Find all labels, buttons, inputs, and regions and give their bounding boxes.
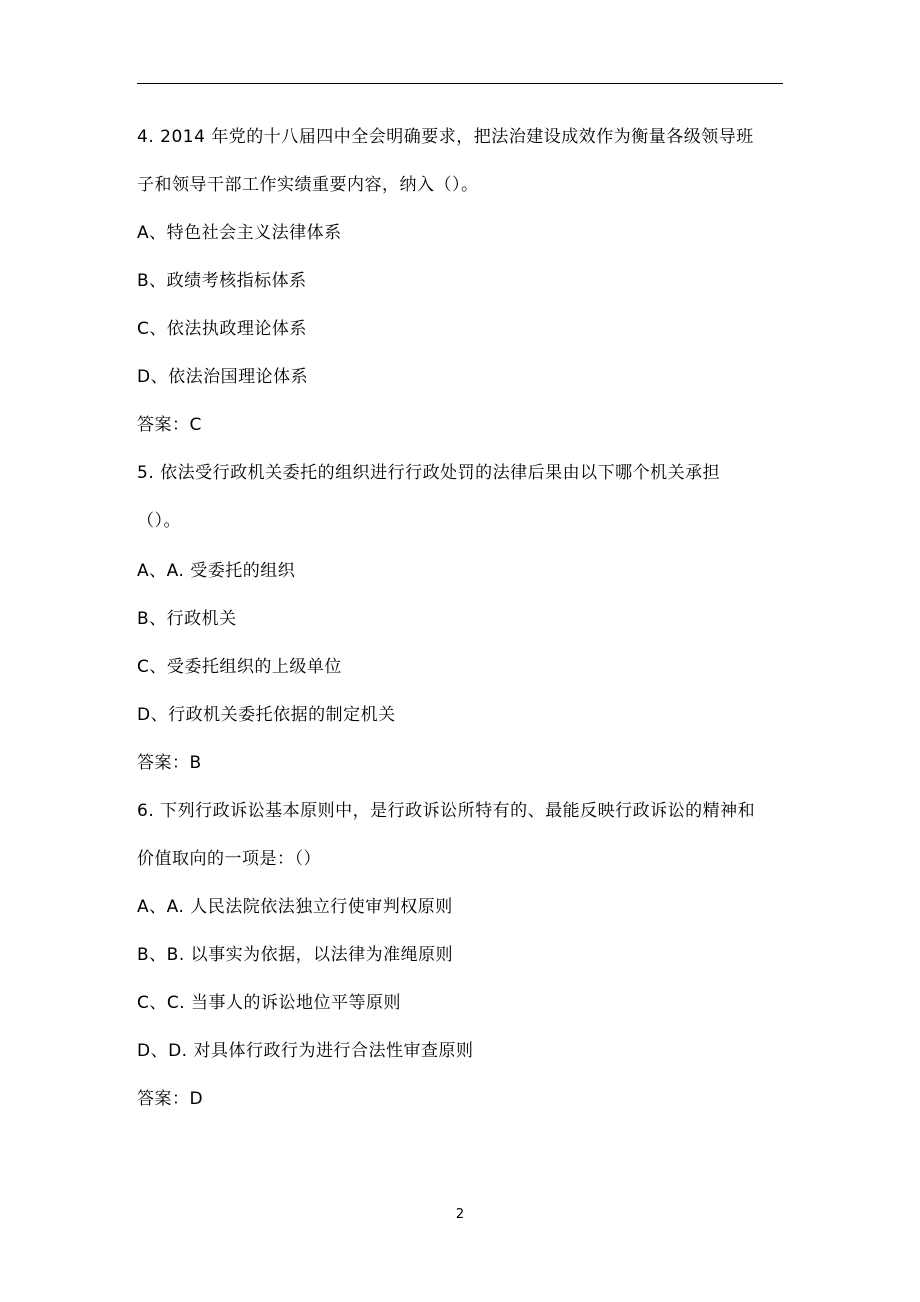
question-4-option-a: A、特色社会主义法律体系 xyxy=(137,223,342,243)
question-6-option-c: C、C. 当事人的诉讼地位平等原则 xyxy=(137,993,402,1013)
question-6-option-d: D、D. 对具体行政行为进行合法性审查原则 xyxy=(137,1041,474,1061)
question-6-option-b: B、B. 以事实为依据，以法律为准绳原则 xyxy=(137,945,454,965)
page-number: 2 xyxy=(455,1207,465,1222)
question-6-option-a: A、A. 人民法院依法独立行使审判权原则 xyxy=(137,897,453,917)
question-4-answer: 答案：C xyxy=(137,415,202,435)
question-4-option-b: B、政绩考核指标体系 xyxy=(137,271,307,291)
question-5-stem-line2: （）。 xyxy=(137,511,181,531)
question-6-stem-line2: 价值取向的一项是：（） xyxy=(137,849,321,869)
question-4-option-c: C、依法执政理论体系 xyxy=(137,319,307,339)
question-4-stem-line1: 4. 2014 年党的十八届四中全会明确要求，把法治建设成效作为衡量各级领导班 xyxy=(137,127,754,147)
question-5-answer: 答案：B xyxy=(137,753,202,773)
header-rule xyxy=(137,83,783,84)
question-4-stem-line2: 子和领导干部工作实绩重要内容，纳入（）。 xyxy=(137,175,479,195)
question-5-option-a: A、A. 受委托的组织 xyxy=(137,561,296,581)
question-5-stem-line1: 5. 依法受行政机关委托的组织进行行政处罚的法律后果由以下哪个机关承担 xyxy=(137,463,721,483)
question-6-stem-line1: 6. 下列行政诉讼基本原则中，是行政诉讼所特有的、最能反映行政诉讼的精神和 xyxy=(137,801,756,821)
question-5-option-b: B、行政机关 xyxy=(137,609,237,629)
question-6-answer: 答案：D xyxy=(137,1089,204,1109)
question-5-option-c: C、受委托组织的上级单位 xyxy=(137,657,342,677)
question-4-option-d: D、依法治国理论体系 xyxy=(137,367,309,387)
question-5-option-d: D、行政机关委托依据的制定机关 xyxy=(137,705,396,725)
